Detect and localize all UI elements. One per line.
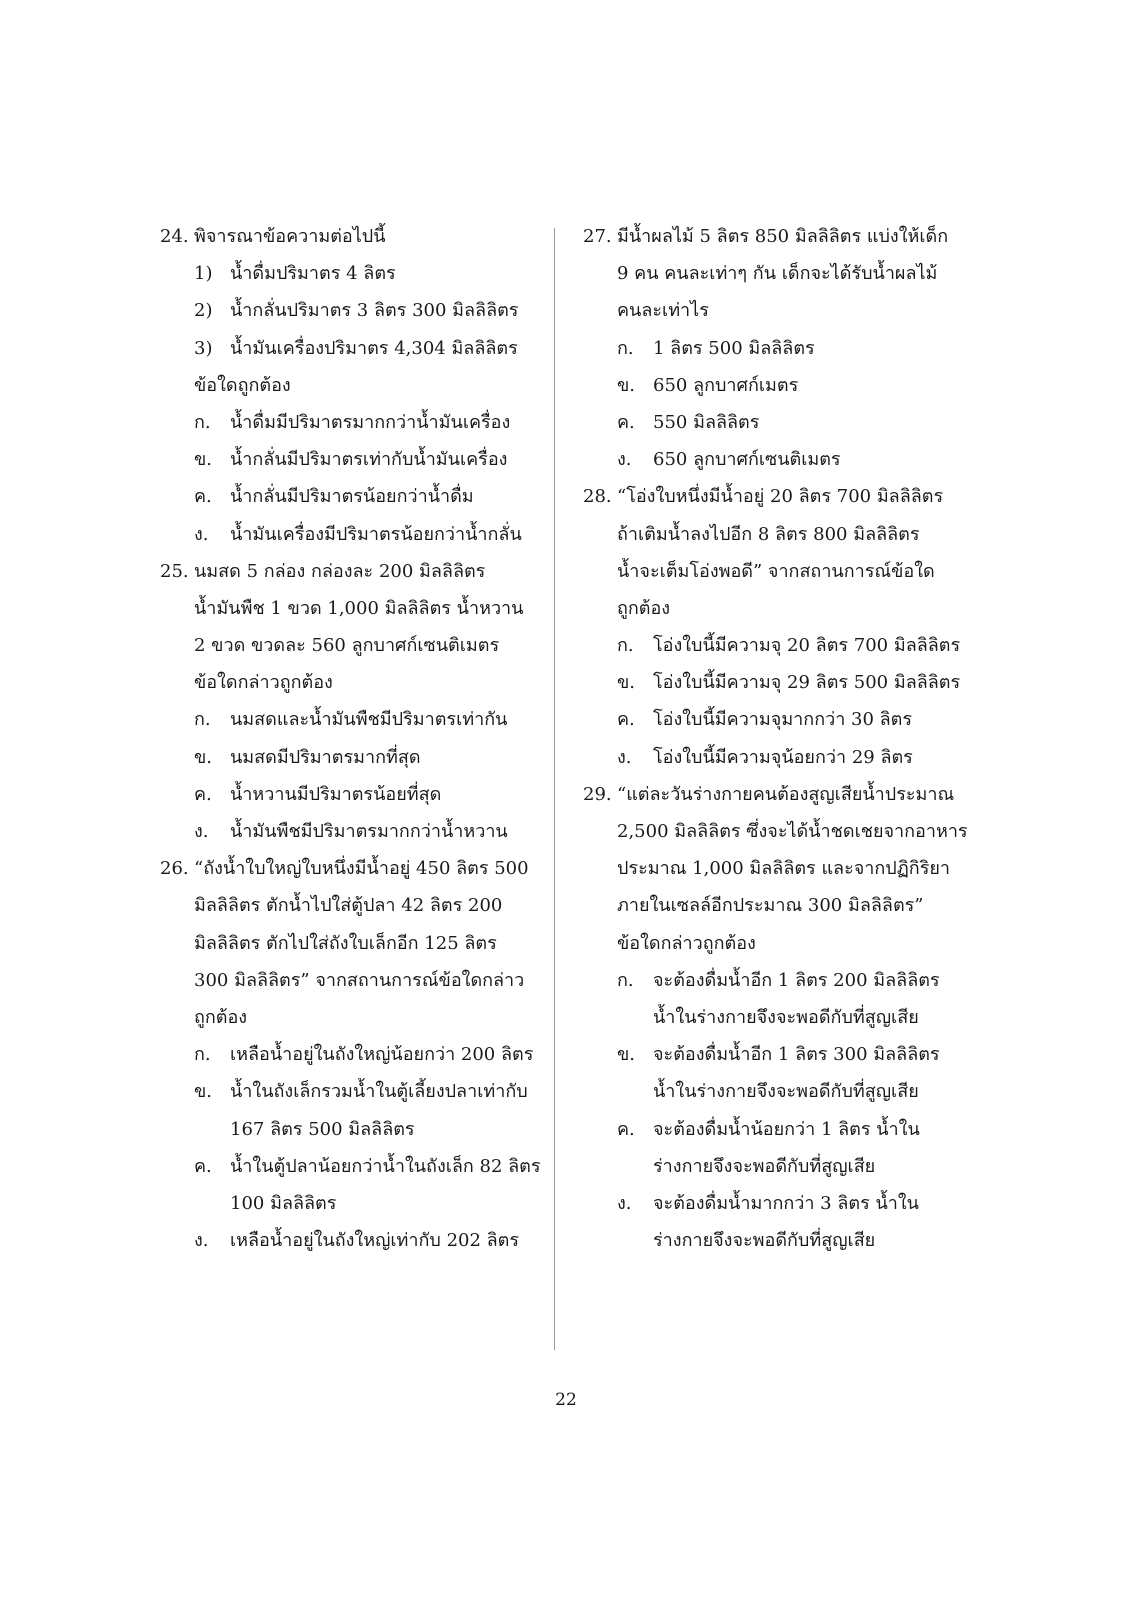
stem-text: มิลลิลิตร ตักไปใส่ถังใบเล็กอีก 125 ลิตร bbox=[194, 932, 497, 954]
answer-option-continuation bbox=[583, 1073, 973, 1110]
option-mark: ง. bbox=[194, 523, 209, 545]
question-stem-line bbox=[583, 590, 973, 627]
question-stem-line bbox=[160, 925, 545, 962]
question-25 bbox=[160, 553, 545, 590]
option-text: เหลือน้ำอยู่ในถังใหญ่เท่ากับ 202 ลิตร bbox=[230, 1230, 520, 1252]
question-stem: พิจารณาข้อความต่อไปนี้ bbox=[194, 226, 386, 247]
stem-text: ข้อใดกล่าวถูกต้อง bbox=[617, 932, 756, 954]
question-number: 29. bbox=[583, 783, 612, 805]
question-stem: “โอ่งใบหนึ่งมีน้ำอยู่ 20 ลิตร 700 มิลลิลิตร bbox=[617, 486, 944, 508]
answer-option-continuation bbox=[160, 1111, 545, 1148]
question-stem: มีน้ำผลไม้ 5 ลิตร 850 มิลลิลิตร แบ่งให้เด็ก bbox=[617, 226, 949, 247]
option-mark: ก. bbox=[194, 1044, 211, 1066]
option-text: จะต้องดื่มน้ำน้อยกว่า 1 ลิตร น้ำใน bbox=[653, 1118, 920, 1140]
option-mark: ข. bbox=[617, 1044, 636, 1066]
option-text: น้ำดื่มมีปริมาตรมากกว่าน้ำมันเครื่อง bbox=[230, 411, 511, 433]
option-text: เหลือน้ำอยู่ในถังใหญ่น้อยกว่า 200 ลิตร bbox=[230, 1044, 534, 1066]
option-text: น้ำมันเครื่องมีปริมาตรน้อยกว่าน้ำกลั่น bbox=[230, 523, 522, 545]
question-28 bbox=[583, 478, 973, 515]
option-text: น้ำในร่างกายจึงจะพอดีกับที่สูญเสีย bbox=[653, 1081, 919, 1103]
answer-option-continuation bbox=[583, 1148, 973, 1185]
question-number: 26. bbox=[160, 858, 189, 880]
statement-item bbox=[160, 255, 545, 292]
answer-option[interactable] bbox=[583, 962, 973, 999]
question-29 bbox=[583, 776, 973, 813]
answer-option-continuation bbox=[160, 1185, 545, 1222]
answer-option[interactable] bbox=[583, 330, 973, 367]
option-text: 550 มิลลิลิตร bbox=[653, 411, 760, 433]
question-prompt bbox=[160, 367, 545, 404]
statement-item bbox=[160, 292, 545, 329]
question-26 bbox=[160, 850, 545, 887]
option-text: โอ่งใบนี้มีความจุมากกว่า 30 ลิตร bbox=[653, 709, 913, 731]
stem-text: มิลลิลิตร ตักน้ำไปใส่ตู้ปลา 42 ลิตร 200 bbox=[194, 895, 503, 917]
option-text: ร่างกายจึงจะพอดีกับที่สูญเสีย bbox=[653, 1230, 876, 1252]
answer-option[interactable] bbox=[583, 627, 973, 664]
answer-option[interactable] bbox=[160, 813, 545, 850]
option-text: 100 มิลลิลิตร bbox=[230, 1192, 337, 1214]
answer-option[interactable] bbox=[160, 701, 545, 738]
answer-option[interactable] bbox=[160, 478, 545, 515]
answer-option[interactable] bbox=[583, 1036, 973, 1073]
option-text: จะต้องดื่มน้ำมากกว่า 3 ลิตร น้ำใน bbox=[653, 1192, 919, 1214]
stem-text: ถูกต้อง bbox=[617, 597, 671, 619]
stem-text: ข้อใดกล่าวถูกต้อง bbox=[194, 672, 333, 694]
item-text: น้ำมันเครื่องปริมาตร 4,304 มิลลิลิตร bbox=[230, 337, 518, 359]
option-mark: ง. bbox=[194, 1230, 209, 1252]
answer-option[interactable] bbox=[160, 776, 545, 813]
option-mark: ข. bbox=[194, 449, 213, 471]
item-mark: 3) bbox=[194, 337, 213, 359]
question-stem-line bbox=[160, 999, 545, 1036]
stem-text: คนละเท่าไร bbox=[617, 300, 709, 322]
option-text: ร่างกายจึงจะพอดีกับที่สูญเสีย bbox=[653, 1155, 876, 1177]
option-text: นมสดมีปริมาตรมากที่สุด bbox=[230, 746, 421, 768]
option-text: น้ำในตู้ปลาน้อยกว่าน้ำในถังเล็ก 82 ลิตร bbox=[230, 1155, 541, 1177]
option-text: 650 ลูกบาศก์เมตร bbox=[653, 374, 799, 396]
question-stem: นมสด 5 กล่อง กล่องละ 200 มิลลิลิตร bbox=[194, 560, 486, 582]
option-text: นมสดและน้ำมันพืชมีปริมาตรเท่ากัน bbox=[230, 709, 508, 731]
option-text: จะต้องดื่มน้ำอีก 1 ลิตร 300 มิลลิลิตร bbox=[653, 1044, 940, 1066]
answer-option[interactable] bbox=[583, 1111, 973, 1148]
option-text: น้ำกลั่นมีปริมาตรเท่ากับน้ำมันเครื่อง bbox=[230, 449, 508, 471]
column-divider bbox=[554, 228, 555, 1350]
option-text: โอ่งใบนี้มีความจุ 29 ลิตร 500 มิลลิลิตร bbox=[653, 672, 961, 694]
option-text: น้ำในถังเล็กรวมน้ำในตู้เลี้ยงปลาเท่ากับ bbox=[230, 1081, 528, 1103]
left-column bbox=[160, 218, 545, 1259]
question-stem-line bbox=[160, 664, 545, 701]
question-stem-line bbox=[583, 292, 973, 329]
option-mark: ก. bbox=[194, 411, 211, 433]
option-mark: ก. bbox=[194, 709, 211, 731]
option-mark: ข. bbox=[617, 672, 636, 694]
option-text: โอ่งใบนี้มีความจุน้อยกว่า 29 ลิตร bbox=[653, 746, 913, 768]
option-mark: ค. bbox=[194, 486, 212, 508]
option-text: น้ำมันพืชมีปริมาตรมากกว่าน้ำหวาน bbox=[230, 821, 508, 842]
option-mark: ง. bbox=[617, 1192, 632, 1214]
answer-option[interactable] bbox=[583, 367, 973, 404]
question-stem-line bbox=[583, 813, 973, 850]
question-stem-line bbox=[583, 887, 973, 924]
stem-text: ภายในเซลล์อีกประมาณ 300 มิลลิลิตร” bbox=[617, 895, 924, 917]
item-text: น้ำกลั่นปริมาตร 3 ลิตร 300 มิลลิลิตร bbox=[230, 300, 519, 322]
question-number: 24. bbox=[160, 226, 189, 247]
page-number: 22 bbox=[555, 1390, 577, 1410]
option-mark: ง. bbox=[194, 821, 209, 842]
answer-option[interactable] bbox=[583, 664, 973, 701]
question-stem-line bbox=[583, 553, 973, 590]
stem-text: 9 คน คนละเท่าๆ กัน เด็กจะได้รับน้ำผลไม้ bbox=[617, 263, 938, 285]
question-24 bbox=[160, 218, 545, 255]
answer-option[interactable] bbox=[160, 404, 545, 441]
question-stem: “ถังน้ำใบใหญ่ใบหนึ่งมีน้ำอยู่ 450 ลิตร 500 bbox=[194, 858, 529, 880]
answer-option[interactable] bbox=[583, 1185, 973, 1222]
option-mark: ข. bbox=[194, 1081, 213, 1103]
answer-option[interactable] bbox=[583, 404, 973, 441]
stem-text: 2 ขวด ขวดละ 560 ลูกบาศก์เซนติเมตร bbox=[194, 635, 500, 657]
stem-text: ถ้าเติมน้ำลงไปอีก 8 ลิตร 800 มิลลิลิตร bbox=[617, 523, 920, 545]
answer-option[interactable] bbox=[583, 701, 973, 738]
answer-option[interactable] bbox=[160, 516, 545, 553]
option-text: โอ่งใบนี้มีความจุ 20 ลิตร 700 มิลลิลิตร bbox=[653, 635, 961, 657]
question-stem-line bbox=[160, 627, 545, 664]
question-stem-line bbox=[160, 590, 545, 627]
option-text: จะต้องดื่มน้ำอีก 1 ลิตร 200 มิลลิลิตร bbox=[653, 969, 940, 991]
option-text: 1 ลิตร 500 มิลลิลิตร bbox=[653, 337, 815, 359]
item-text: น้ำดื่มปริมาตร 4 ลิตร bbox=[230, 263, 396, 285]
answer-option-continuation bbox=[583, 1222, 973, 1259]
question-stem-line bbox=[583, 255, 973, 292]
question-27 bbox=[583, 218, 973, 255]
question-number: 27. bbox=[583, 226, 612, 247]
option-mark: ง. bbox=[617, 449, 632, 471]
answer-option-continuation bbox=[583, 999, 973, 1036]
stem-text: 300 มิลลิลิตร” จากสถานการณ์ข้อใดกล่าว bbox=[194, 969, 525, 991]
answer-option[interactable] bbox=[583, 739, 973, 776]
question-number: 25. bbox=[160, 560, 189, 582]
answer-option[interactable] bbox=[160, 1148, 545, 1185]
statement-item bbox=[160, 330, 545, 367]
option-text: 167 ลิตร 500 มิลลิลิตร bbox=[230, 1118, 415, 1140]
option-text: น้ำในร่างกายจึงจะพอดีกับที่สูญเสีย bbox=[653, 1006, 919, 1028]
option-text: 650 ลูกบาศก์เซนติเมตร bbox=[653, 449, 841, 471]
answer-option[interactable] bbox=[160, 739, 545, 776]
option-mark: ข. bbox=[194, 746, 213, 768]
stem-text: ถูกต้อง bbox=[194, 1006, 248, 1028]
option-mark: ค. bbox=[617, 709, 635, 731]
option-mark: ข. bbox=[617, 374, 636, 396]
answer-option[interactable] bbox=[160, 1073, 545, 1110]
question-stem-line bbox=[583, 850, 973, 887]
prompt-text: ข้อใดถูกต้อง bbox=[194, 374, 291, 396]
option-mark: ก. bbox=[617, 337, 634, 359]
question-stem-line bbox=[160, 887, 545, 924]
option-mark: ค. bbox=[194, 783, 212, 805]
option-mark: ค. bbox=[617, 1118, 635, 1140]
answer-option[interactable] bbox=[160, 1036, 545, 1073]
item-mark: 2) bbox=[194, 300, 213, 322]
answer-option[interactable] bbox=[160, 1222, 545, 1259]
option-mark: ง. bbox=[617, 746, 632, 768]
stem-text: 2,500 มิลลิลิตร ซึ่งจะได้น้ำชดเชยจากอาหาร bbox=[617, 821, 968, 842]
right-column bbox=[583, 218, 973, 1259]
option-text: น้ำหวานมีปริมาตรน้อยที่สุด bbox=[230, 783, 442, 805]
question-stem-line bbox=[160, 962, 545, 999]
option-text: น้ำกลั่นมีปริมาตรน้อยกว่าน้ำดื่ม bbox=[230, 486, 474, 508]
stem-text: น้ำจะเต็มโอ่งพอดี” จากสถานการณ์ข้อใด bbox=[617, 560, 935, 582]
question-stem: “แต่ละวันร่างกายคนต้องสูญเสียน้ำประมาณ bbox=[617, 783, 955, 805]
question-stem-line bbox=[583, 925, 973, 962]
answer-option[interactable] bbox=[583, 441, 973, 478]
option-mark: ค. bbox=[617, 411, 635, 433]
question-number: 28. bbox=[583, 486, 612, 508]
stem-text: น้ำมันพืช 1 ขวด 1,000 มิลลิลิตร น้ำหวาน bbox=[194, 597, 524, 619]
stem-text: ประมาณ 1,000 มิลลิลิตร และจากปฏิกิริยา bbox=[617, 858, 951, 880]
option-mark: ก. bbox=[617, 969, 634, 991]
question-stem-line bbox=[583, 516, 973, 553]
item-mark: 1) bbox=[194, 263, 213, 285]
option-mark: ก. bbox=[617, 635, 634, 657]
answer-option[interactable] bbox=[160, 441, 545, 478]
option-mark: ค. bbox=[194, 1155, 212, 1177]
